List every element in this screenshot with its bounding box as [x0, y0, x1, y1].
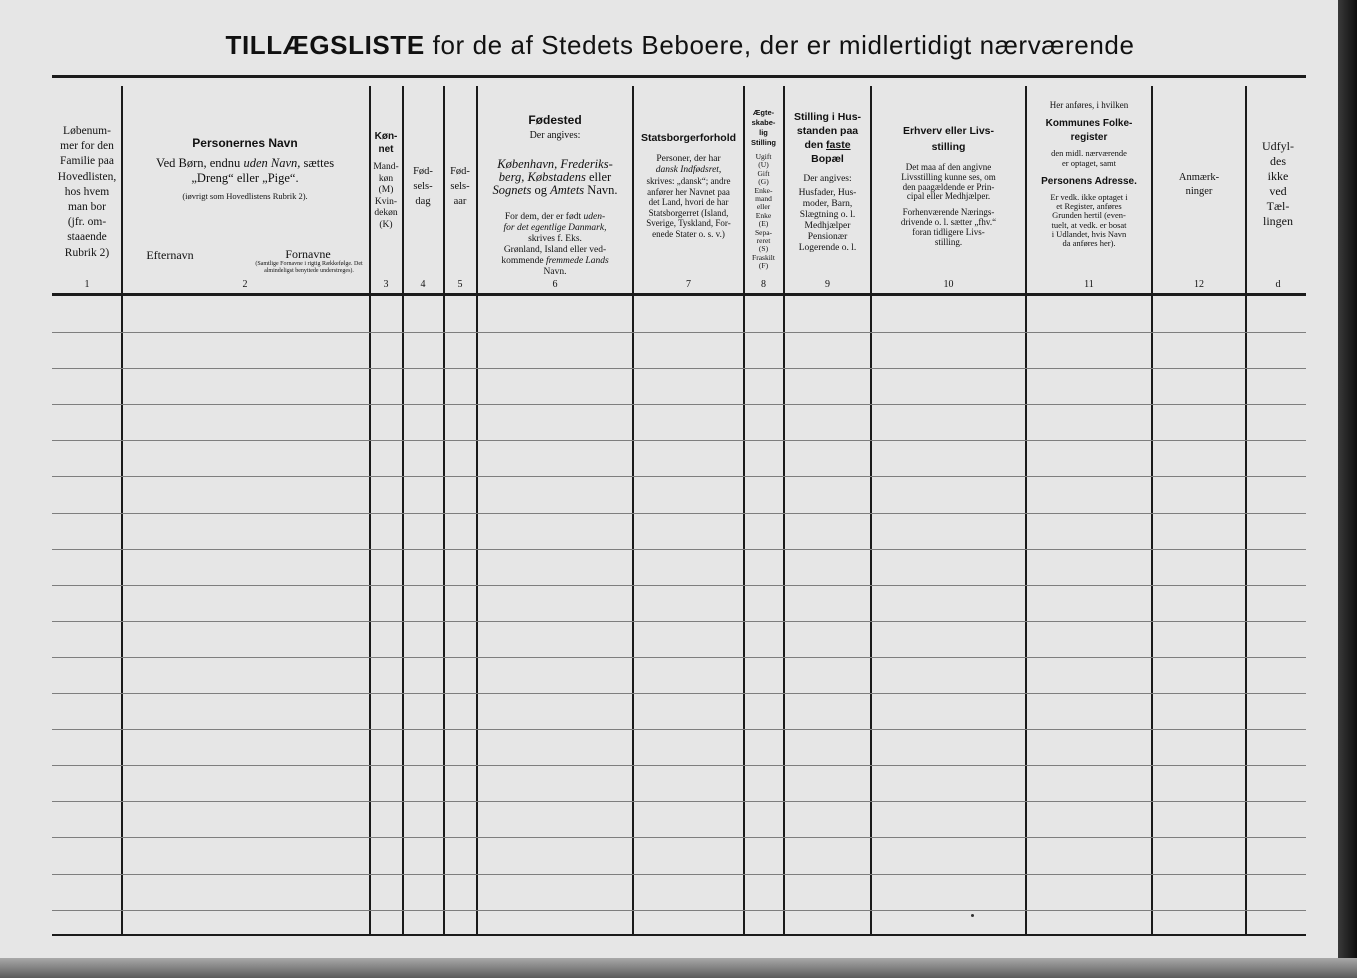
col-divider-11: [1151, 86, 1153, 934]
col2-line1-prefix: Ved Børn, endnu: [155, 156, 244, 170]
col2-line1: [124, 156, 366, 171]
col2-note: (iøvrigt som Hovedlistens Rubrik 2).: [182, 191, 308, 201]
col12-header: Anmærk- ninger: [1178, 172, 1220, 197]
col1-number: 1: [84, 279, 90, 290]
col2-header: [124, 137, 366, 201]
col10-number: 10: [943, 279, 954, 290]
col-divider-1: [121, 86, 123, 934]
col-divider-3: [402, 86, 404, 934]
col6-para-end: Navn.: [543, 267, 567, 277]
col6-para: [478, 201, 632, 278]
col10-header: [872, 123, 1025, 247]
entry-row-line: [52, 729, 1306, 730]
col11-p1: den midl. nærværende er optaget, samt: [1051, 148, 1127, 168]
col7-heading: Statsborgerforhold: [640, 132, 737, 144]
col2-heading: Personernes Navn: [192, 136, 298, 150]
entry-row-line: [52, 332, 1306, 333]
entry-row-line: [52, 585, 1306, 586]
col6-italic: København, Frederiks- berg, Købstadens: [497, 157, 613, 184]
entry-row-line: [52, 765, 1306, 766]
col9-number: 9: [825, 279, 830, 290]
form-title-bold: TILLÆGSLISTE: [225, 30, 425, 60]
col12-number: 12: [1194, 279, 1204, 290]
ink-speck: [971, 914, 974, 917]
form-title: [60, 30, 1300, 61]
cold-header: Udfyl- des ikke ved Tæl- lingen: [1262, 139, 1294, 228]
entry-row-line: [52, 621, 1306, 622]
col3-heading: Køn- net: [374, 131, 398, 155]
col6-italic-tail: eller: [585, 170, 612, 184]
col3-text: Mand- køn (M) Kvin- dekøn (K): [373, 162, 399, 230]
col6-heading: Fødested: [528, 113, 582, 127]
entry-row-line: [52, 837, 1306, 838]
col6-amtets: Amtets: [550, 183, 585, 197]
col4-number: 4: [420, 279, 426, 290]
entry-row-line: [52, 693, 1306, 694]
col6-places: [478, 145, 632, 184]
entry-row-line: [52, 440, 1306, 441]
col8-heading: Ægte- skabe- lig Stilling: [751, 108, 776, 147]
col2-efternavn: Efternavn: [146, 248, 194, 262]
col11-header: [1027, 100, 1151, 248]
entry-row-line: [52, 874, 1306, 875]
col2-number: 2: [242, 279, 248, 290]
col4-header: Fød- sels- dag: [413, 166, 433, 207]
col6-sognets-line: [478, 184, 632, 197]
col9-sub: Der angives:: [803, 174, 852, 184]
entry-row-line: [52, 476, 1306, 477]
entry-row-line: [52, 657, 1306, 658]
col2-line1-suffix: sættes: [300, 156, 335, 170]
col11-number: 11: [1084, 279, 1094, 290]
col9-heading-u: faste: [826, 139, 851, 151]
col9-heading-a: Stilling i Hus- standen paa den: [793, 111, 862, 151]
cold-number: d: [1275, 279, 1281, 290]
col6-sub: Der angives:: [529, 130, 581, 141]
col6-navn: Navn.: [584, 183, 618, 197]
col1-header: Løbenum- mer for den Familie paa Hovedlisten, hos hvem man bor (jfr. om- staaende Rubrik 2): [57, 125, 117, 259]
col10-p1: Det maa af den angivne Livsstilling kunne ses, om den paagældende er Prin- cipal eller Medhjælper.: [901, 162, 996, 202]
entry-row-line: [52, 368, 1306, 369]
col7-number: 7: [686, 279, 691, 290]
col11-top: Her anføres, i hvilken: [1049, 100, 1129, 110]
col7-p1: Personer, der har: [656, 154, 721, 164]
entry-row-line: [52, 910, 1306, 911]
col5-header: Fød- sels- aar: [450, 166, 470, 207]
col6-para-italic2: fremmede Lands: [545, 256, 609, 266]
col6-para-prefix: For dem, der er født: [504, 212, 584, 222]
col-divider-4: [443, 86, 445, 934]
col-divider-12: [1245, 86, 1247, 934]
bottom-rule: [52, 934, 1306, 936]
col9-heading-b: Bopæl: [811, 153, 844, 165]
col6-para-rest: skrives f. Eks. Grønland, Island eller ved- kommende: [501, 234, 607, 266]
form-title-rest: for de af Stedets Beboere, der er midlertidigt nærværende: [432, 30, 1135, 60]
header-rule: [52, 293, 1306, 296]
col5-number: 5: [457, 279, 463, 290]
entry-row-line: [52, 404, 1306, 405]
scan-edge-right: [1338, 0, 1357, 978]
col11-heading: Kommunes Folke- register: [1045, 118, 1133, 143]
col7-p2: skrives: „dansk“; andre anfører her Navnet paa det Land, hvori de har Statsborgerret (Island, Sverige, Tyskland, For- enede Stater o. s. v.): [646, 176, 731, 239]
col9-header: [785, 110, 870, 254]
col6-number: 6: [552, 279, 558, 290]
col10-heading: Erhverv eller Livs- stilling: [902, 125, 995, 153]
col9-heading: [785, 110, 870, 166]
col6-header: [478, 114, 632, 278]
col9-text: Husfader, Hus- moder, Barn, Slægtning o. l. Medhjælper Pensionær Logerende o. l.: [798, 188, 857, 253]
entry-row-line: [52, 549, 1306, 550]
col6-sognets: Sognets: [492, 183, 532, 197]
col3-header: [370, 130, 402, 231]
col11-heading2: Personens Adresse.: [1041, 176, 1137, 187]
entry-row-line: [52, 801, 1306, 802]
col2-fornavne-note: (Samtlige Fornavne i rigtig Rækkefølge. Det almindeligst benyttede understreges).: [255, 261, 363, 274]
col7-p1-italic: dansk Indfødsret,: [655, 165, 722, 175]
col11-p2: Er vedk. ikke optaget i et Register, anføres Grunden hertil (even- tuelt, at vedk. er bosat i Udlandet, hvis Navn da anføres her).: [1050, 192, 1128, 249]
entry-row-line: [52, 513, 1306, 514]
col2-line1-italic: uden Navn,: [243, 156, 301, 170]
col6-para-italic: uden- for det egentlige Danmark,: [503, 212, 607, 233]
top-rule: [52, 75, 1306, 78]
col7-header: [634, 132, 743, 239]
col8-header: [744, 108, 783, 271]
col2-fornavne: Fornavne: [285, 247, 331, 261]
scan-edge-bottom: [0, 958, 1357, 978]
col2-line2: „Dreng“ eller „Pige“.: [191, 171, 299, 185]
col10-p2: Forhenværende Nærings- drivende o. l. sætter „fhv.“ foran tidligere Livs- stilling.: [900, 207, 997, 247]
col8-number: 8: [761, 279, 766, 290]
col6-og: og: [531, 183, 551, 197]
col8-text: Ugift (U) Gift (G) Enke- mand eller Enke (E) Sepa- reret (S) Fraskilt (F): [752, 152, 775, 271]
col3-number: 3: [383, 279, 389, 290]
